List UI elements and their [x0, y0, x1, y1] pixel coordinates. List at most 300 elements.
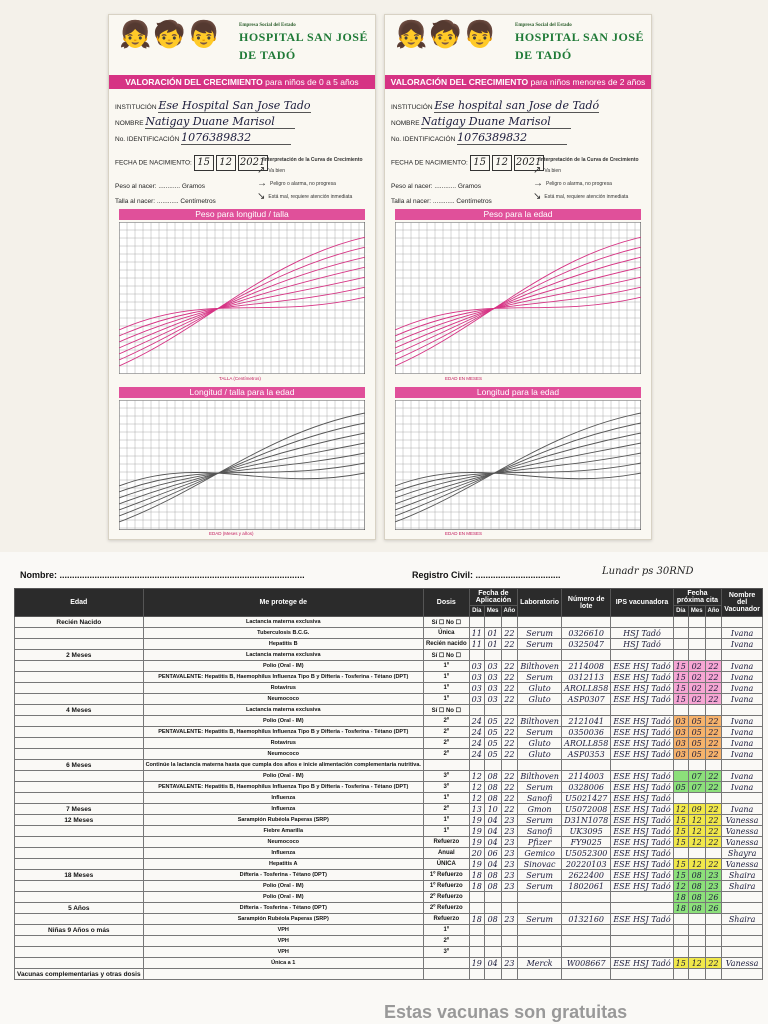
cell-m: 06 — [484, 848, 501, 859]
cell-a: 22 — [501, 628, 518, 639]
cell-m: 05 — [484, 749, 501, 760]
cell-vac — [722, 650, 763, 661]
cell-d: 03 — [469, 694, 484, 705]
table-row — [15, 815, 763, 826]
cell-dosis: 2º Refuerzo — [423, 892, 469, 903]
cell-m: 05 — [484, 738, 501, 749]
cell-dosis: Anual — [423, 848, 469, 859]
cell-pd: 15 — [673, 815, 688, 826]
cell-vac — [722, 903, 763, 914]
cell-pa: 26 — [705, 892, 722, 903]
cell-pd: 18 — [673, 892, 688, 903]
interpretation-legend: Interpretación de la Curva de Crecimiento ↗ Va bien → Peligro o alarma, no progresa ↘ Está mal, requiere atención inmediata — [257, 157, 363, 202]
table-row — [15, 793, 763, 804]
id-field: No. IDENTIFICACIÓN 1076389832 — [391, 131, 567, 145]
cell-vac: Shayra — [722, 848, 763, 859]
institucion-field: INSTITUCIÓN Ese hospital san Jose de Tadó — [391, 99, 600, 112]
cell-ips — [611, 705, 673, 716]
chart-title: Longitud para la edad — [395, 387, 641, 398]
arrow-flat-icon: → — [257, 178, 267, 189]
interpretation-legend: Interpretación de la Curva de Crecimiento ↗ Va bien → Peligro o alarma, no progresa ↘ Está mal, requiere atención inmediata — [533, 157, 639, 202]
cell-d: 11 — [469, 628, 484, 639]
cell-dosis — [423, 760, 469, 771]
cell-dosis: 1º — [423, 672, 469, 683]
cell-protege: Influenza — [143, 848, 423, 859]
cell-edad — [15, 727, 144, 738]
cell-m: 08 — [484, 881, 501, 892]
cell-protege: Polio (Oral - IM) — [143, 661, 423, 672]
cell-dosis: 1º — [423, 694, 469, 705]
table-row — [15, 782, 763, 793]
cell-pa: 26 — [705, 903, 722, 914]
cell-dosis: 2º Refuerzo — [423, 903, 469, 914]
cell-pm: 02 — [688, 661, 705, 672]
cell-m: 08 — [484, 870, 501, 881]
table-row — [15, 903, 763, 914]
cell-lote: 1802061 — [562, 881, 611, 892]
cell-pa — [705, 760, 722, 771]
cell-edad: 12 Meses — [15, 815, 144, 826]
cell-lab — [518, 969, 562, 980]
cell-protege: Neumococo — [143, 837, 423, 848]
cell-edad: Recién Nacido — [15, 617, 144, 628]
cell-pa — [705, 969, 722, 980]
cell-ips: ESE HSJ Tadó — [611, 782, 673, 793]
cell-pa: 22 — [705, 804, 722, 815]
cell-pm — [688, 925, 705, 936]
cell-vac: Vanessa — [722, 859, 763, 870]
cell-pd: 15 — [673, 826, 688, 837]
cell-pd — [673, 969, 688, 980]
cell-dosis: 2º — [423, 716, 469, 727]
cell-vac: Ivana — [722, 672, 763, 683]
cell-lote — [562, 617, 611, 628]
cell-m: 05 — [484, 727, 501, 738]
cell-vac: Ivana — [722, 628, 763, 639]
cell-m: 04 — [484, 815, 501, 826]
cell-lab — [518, 760, 562, 771]
cell-vac — [722, 936, 763, 947]
cell-a — [501, 947, 518, 958]
cell-pm: 12 — [688, 837, 705, 848]
cell-protege: Sarampión Rubéola Paperas (SRP) — [143, 914, 423, 925]
cell-m — [484, 617, 501, 628]
cell-d: 19 — [469, 826, 484, 837]
cell-protege: VPH — [143, 925, 423, 936]
cell-pa: 23 — [705, 881, 722, 892]
cell-a — [501, 892, 518, 903]
cell-pa: 22 — [705, 738, 722, 749]
cell-pa: 22 — [705, 716, 722, 727]
cell-pm: 05 — [688, 727, 705, 738]
cell-lab — [518, 650, 562, 661]
cell-edad — [15, 826, 144, 837]
cell-pd: 03 — [673, 716, 688, 727]
cell-edad: 4 Meses — [15, 705, 144, 716]
col-protege: Me protege de — [143, 589, 423, 617]
cell-protege: Influenza — [143, 793, 423, 804]
table-row — [15, 804, 763, 815]
cell-ips — [611, 760, 673, 771]
growth-curve-grid — [119, 222, 365, 374]
cell-ips: ESE HSJ Tadó — [611, 815, 673, 826]
cell-ips — [611, 936, 673, 947]
cell-pd: 05 — [673, 782, 688, 793]
cell-protege: Neumococo — [143, 749, 423, 760]
growth-chart-weight-length — [119, 222, 365, 374]
cell-pm: 07 — [688, 771, 705, 782]
cell-m: 01 — [484, 628, 501, 639]
cell-ips: ESE HSJ Tadó — [611, 859, 673, 870]
table-row — [15, 859, 763, 870]
cell-vac: Ivana — [722, 716, 763, 727]
table-row — [15, 628, 763, 639]
arrow-up-icon: ↗ — [257, 165, 266, 176]
cell-lote: U5052300 — [562, 848, 611, 859]
cell-pd: 03 — [673, 738, 688, 749]
cell-lab — [518, 947, 562, 958]
cell-protege: Polio (Oral - IM) — [143, 892, 423, 903]
cell-lab: Merck — [518, 958, 562, 969]
cell-dosis: 2º — [423, 936, 469, 947]
cell-pm: 02 — [688, 672, 705, 683]
table-row — [15, 969, 763, 980]
cell-lab: Serum — [518, 628, 562, 639]
table-row — [15, 639, 763, 650]
cell-pd: 15 — [673, 683, 688, 694]
cell-pm: 07 — [688, 782, 705, 793]
cell-dosis — [423, 969, 469, 980]
cell-vac: Ivana — [722, 749, 763, 760]
cell-edad — [15, 837, 144, 848]
cell-vac: Shaira — [722, 870, 763, 881]
cell-a: 22 — [501, 749, 518, 760]
cell-dosis: 2º — [423, 738, 469, 749]
cell-d: 19 — [469, 859, 484, 870]
cell-m: 08 — [484, 793, 501, 804]
cell-vac: Ivana — [722, 694, 763, 705]
cell-protege — [143, 969, 423, 980]
cell-m: 08 — [484, 782, 501, 793]
cell-ips — [611, 903, 673, 914]
cell-vac: Ivana — [722, 727, 763, 738]
cell-pa: 22 — [705, 826, 722, 837]
cell-pm: 05 — [688, 749, 705, 760]
cell-edad — [15, 694, 144, 705]
cell-a: 22 — [501, 694, 518, 705]
cell-pm: 09 — [688, 804, 705, 815]
cell-protege: Lactancia materna exclusiva — [143, 617, 423, 628]
col-vacunador: Nombre del Vacunador — [722, 589, 763, 617]
cell-ips: ESE HSJ Tadó — [611, 716, 673, 727]
growth-chart-length-age — [119, 400, 365, 530]
cell-lab: Sanofi — [518, 793, 562, 804]
cell-pm: 08 — [688, 881, 705, 892]
col-dosis: Dosis — [423, 589, 469, 617]
cell-lab: Serum — [518, 672, 562, 683]
table-row — [15, 672, 763, 683]
cell-pd: 12 — [673, 804, 688, 815]
cell-pa — [705, 925, 722, 936]
children-illustration: 👧🧒👦 — [119, 19, 223, 49]
cell-pm: 08 — [688, 903, 705, 914]
cell-pm: 02 — [688, 694, 705, 705]
table-row — [15, 760, 763, 771]
cell-protege: Influenza — [143, 804, 423, 815]
cell-a: 22 — [501, 661, 518, 672]
cell-dosis: 1º — [423, 826, 469, 837]
cell-pd — [673, 628, 688, 639]
cell-lab: Gmon — [518, 804, 562, 815]
cell-lab: Serum — [518, 815, 562, 826]
cell-vac: Ivana — [722, 639, 763, 650]
cell-m — [484, 760, 501, 771]
col-laboratorio: Laboratorio — [518, 589, 562, 617]
cell-d: 12 — [469, 793, 484, 804]
growth-chart-weight-age — [395, 222, 641, 374]
cell-dosis: 1º — [423, 793, 469, 804]
cell-edad: 5 Años — [15, 903, 144, 914]
cell-pa — [705, 650, 722, 661]
cell-d: 13 — [469, 804, 484, 815]
cell-edad — [15, 848, 144, 859]
table-row — [15, 617, 763, 628]
cell-dosis: Refuerzo — [423, 837, 469, 848]
cell-lote — [562, 903, 611, 914]
cell-dosis: 2º — [423, 804, 469, 815]
cell-pa: 22 — [705, 727, 722, 738]
cell-a: 23 — [501, 881, 518, 892]
cell-pm: 05 — [688, 716, 705, 727]
cell-pm — [688, 936, 705, 947]
cell-m — [484, 947, 501, 958]
chart-title: Peso para la edad — [395, 209, 641, 220]
cell-lab: Serum — [518, 881, 562, 892]
cell-edad: 2 Meses — [15, 650, 144, 661]
cell-lote: 2114003 — [562, 771, 611, 782]
cell-protege: Neumococo — [143, 694, 423, 705]
cell-edad — [15, 782, 144, 793]
cell-pm — [688, 848, 705, 859]
cell-pa — [705, 947, 722, 958]
cell-vac: Ivana — [722, 661, 763, 672]
cell-a — [501, 925, 518, 936]
cell-a — [501, 969, 518, 980]
cell-a: 23 — [501, 837, 518, 848]
cell-m — [484, 936, 501, 947]
cell-pm: 12 — [688, 826, 705, 837]
cell-pa: 22 — [705, 672, 722, 683]
cell-vac — [722, 793, 763, 804]
cell-lab — [518, 892, 562, 903]
cell-pm — [688, 650, 705, 661]
cell-ips: ESE HSJ Tadó — [611, 826, 673, 837]
cell-m: 03 — [484, 672, 501, 683]
cell-edad — [15, 738, 144, 749]
cell-d: 24 — [469, 716, 484, 727]
cell-edad — [15, 859, 144, 870]
growth-chart-length-age — [395, 400, 641, 530]
cell-a: 22 — [501, 683, 518, 694]
cell-a: 22 — [501, 793, 518, 804]
cell-pd: 03 — [673, 727, 688, 738]
cell-vac: Shaira — [722, 881, 763, 892]
cell-m: 01 — [484, 639, 501, 650]
cell-edad — [15, 793, 144, 804]
arrow-up-icon: ↗ — [533, 165, 542, 176]
cell-ips: ESE HSJ Tadó — [611, 881, 673, 892]
cell-d: 24 — [469, 727, 484, 738]
cell-dosis: 2º — [423, 749, 469, 760]
cell-pa — [705, 617, 722, 628]
cell-d — [469, 903, 484, 914]
vaccination-table: Edad Me protege de Dosis Fecha de Aplicación Laboratorio Número de lote IPS vacunadora Fecha próxima cita Nombre del Vacunador Día Mes Año Día Mes Año Recién Nacido Lactancia materna exclusiva Sí ☐ No ☐ Tuberculosis B.C.G. Única 11 01 22 Serum 0326610 HSJ Tadó Ivana Hepatitis B Recién nacido 11 01 22 Serum 0325047 HSJ Tadó Ivana 2 Meses Lactancia materna exclusiva Sí ☐ No ☐ Polio (Oral - IM) 1º 03 03 22 Bilthoven 2114008 ESE HSJ Tadó 15 02 22 Ivana PENTAVALENTE: Hepatitis B, Haemophilus Influenza Tipo B y Difteria - Tosferina - Tétano (DPT) 1º 03 03 22 Serum 0312113 ESE HSJ Tadó 15 02 22 Ivana Rotavirus 1º 03 03 22 Gluto AROLL858 ESE HSJ Tadó 15 02 22 Ivana Neumococo 1º 03 03 22 Gluto ASP0307 ESE HSJ Tadó 15 02 22 Ivana 4 Meses Lactancia materna exclusiva Sí ☐ No ☐ Polio (Oral - IM) 2º 24 05 22 Bilthoven 2121041 ESE HSJ Tadó 03 05 22 Ivana PENTAVALENTE: Hepatitis B, Haemophilus Influenza Tipo B y Difteria - Tosferina - Tétano (DPT) 2º 24 05 22 Serum 0350036 ESE HSJ Tadó 03 05 22 Ivana Rotavirus 2º 24 05 22 Gluto AROLL858 ESE HSJ Tadó 03 05 22 Ivana Neumococo 2º 24 05 22 Gluto ASP0353 ESE HSJ Tadó 03 05 22 Ivana 6 Meses Continúe la lactancia materna hasta que cumpla dos años e inicie alimentación complementaria nutritiva. Polio (Oral - IM) 3º 12 08 22 Bilthoven 2114003 ESE HSJ Tadó 07 22 Ivana PENTAVALENTE: Hepatitis B, Haemophilus Influenza Tipo B y Difteria - Tosferina - Tétano (DPT) 3º 12 08 22 Serum 0328006 ESE HSJ Tadó 05 07 22 Ivana Influenza 1º 12 08 22 Sanofi U5021427 ESE HSJ Tadó 7 Meses Influenza 2º 13 10 22 Gmon U5072008 ESE HSJ Tadó 12 09 22 Ivana 12 Meses Sarampión Rubéola Paperas (SRP) 1º 19 04 23 Serum D31N1078 ESE HSJ Tadó 15 12 22 Vanessa Fiebre Amarilla 1º 19 04 23 Sanofi UK3095 ESE HSJ Tadó 15 12 22 Vanessa Neumococo Refuerzo 19 04 23 Pfizer FY9025 ESE HSJ Tadó 15 12 22 Vanessa Influenza Anual 20 06 23 Gemico U5052300 ESE HSJ Tadó Shayra Hepatitis A ÚNICA 19 04 23 Sinovac 20220103 ESE HSJ Tadó 15 12 22 Vanessa 18 Meses Difteria - Tosferina - Tétano (DPT) 1º Refuerzo 18 08 23 Serum 2622400 ESE HSJ Tadó 15 08 23 Shaira Polio (Oral - IM) 1º Refuerzo 18 08 23 Serum 1802061 ESE HSJ Tadó 12 08 23 Shaira Polio (Oral - IM) 2º Refuerzo 18 08 26 5 Años Difteria - Tosferina - Tétano (DPT) 2º Refuerzo 18 08 26 Sarampión Rubéola Paperas (SRP) Refuerzo 18 08 23 Serum 0132160 ESE HSJ Tadó Shaira Niñas 9 Años o más VPH 1º VPH 2º VPH 3º Única a 1 19 04 23 Merck W008667 ESE HSJ Tadó 15 12 22 Vanessa Vacunas complementarias y otras dosis — [14, 588, 763, 980]
cell-ips: ESE HSJ Tadó — [611, 749, 673, 760]
cell-protege: Única a 1 — [143, 958, 423, 969]
cell-m — [484, 969, 501, 980]
cell-pm: 08 — [688, 870, 705, 881]
cell-pm: 08 — [688, 892, 705, 903]
cell-a: 22 — [501, 782, 518, 793]
cell-pm — [688, 760, 705, 771]
cell-d: 18 — [469, 870, 484, 881]
cell-pa — [705, 628, 722, 639]
cell-a: 23 — [501, 859, 518, 870]
cell-m — [484, 903, 501, 914]
cell-edad — [15, 716, 144, 727]
table-row — [15, 947, 763, 958]
cell-lote — [562, 925, 611, 936]
table-row — [15, 826, 763, 837]
growth-card-left: 👧🧒👦 Empresa Social del Estado HOSPITAL SAN JOSÉ DE TADÓ VALORACIÓN DEL CRECIMIENTO para niños de 0 a 5 años INSTITUCIÓN Ese Hospital San Jose Tado NOMBRE Natigay Duane Marisol No. IDENTIFICACIÓN 1076389832 FECHA DE NACIMIENTO: 15 12 2021 Peso al nacer: ............ Gramos Talla al nacer: ............ Centímetros Interpretación de la Curva de Crecimiento ↗ Va bien → Peligro o alarma, no progresa ↘ Está mal, requiere atención inmediata Peso para longitud / talla TALLA (Centímetros) Longitud / talla para la edad EDAD (Meses y años) — [108, 14, 376, 540]
cell-pm — [688, 793, 705, 804]
cell-pm — [688, 705, 705, 716]
cell-lote: 0328006 — [562, 782, 611, 793]
cell-lote: 0325047 — [562, 639, 611, 650]
cell-vac: Vanessa — [722, 837, 763, 848]
cell-lab: Serum — [518, 914, 562, 925]
growth-curve-grid — [395, 400, 641, 530]
table-row — [15, 650, 763, 661]
peso-field: Peso al nacer: ............ Gramos — [115, 183, 205, 190]
registro-line: Registro Civil: .................................. — [412, 570, 561, 580]
cell-m: 03 — [484, 694, 501, 705]
cell-d: 19 — [469, 837, 484, 848]
cell-d — [469, 947, 484, 958]
cell-a — [501, 936, 518, 947]
table-row — [15, 958, 763, 969]
table-row — [15, 837, 763, 848]
cell-pd: 15 — [673, 672, 688, 683]
cell-vac: Shaira — [722, 914, 763, 925]
cell-dosis — [423, 958, 469, 969]
cell-d: 12 — [469, 771, 484, 782]
cell-edad — [15, 628, 144, 639]
cell-edad — [15, 892, 144, 903]
cell-pm: 12 — [688, 958, 705, 969]
cell-a: 22 — [501, 639, 518, 650]
cell-lab: Serum — [518, 727, 562, 738]
cell-lab — [518, 925, 562, 936]
table-row — [15, 683, 763, 694]
cell-pd: 03 — [673, 749, 688, 760]
cell-a: 22 — [501, 738, 518, 749]
cell-pd — [673, 771, 688, 782]
cell-ips: ESE HSJ Tadó — [611, 672, 673, 683]
cell-a: 22 — [501, 716, 518, 727]
cell-pa: 22 — [705, 958, 722, 969]
cell-ips: ESE HSJ Tadó — [611, 661, 673, 672]
cell-edad: 6 Meses — [15, 760, 144, 771]
cell-lote: ASP0353 — [562, 749, 611, 760]
cell-d: 24 — [469, 749, 484, 760]
cell-lab — [518, 903, 562, 914]
cell-protege: VPH — [143, 936, 423, 947]
growth-curve-grid — [119, 400, 365, 530]
cell-lab: Bilthoven — [518, 771, 562, 782]
cell-dosis: Única — [423, 628, 469, 639]
cell-pa: 22 — [705, 771, 722, 782]
cell-lote — [562, 969, 611, 980]
cell-dosis: 2º — [423, 727, 469, 738]
cell-lote: 20220103 — [562, 859, 611, 870]
cell-vac — [722, 617, 763, 628]
table-row — [15, 870, 763, 881]
cell-lab — [518, 617, 562, 628]
cell-a: 22 — [501, 771, 518, 782]
cell-lote — [562, 650, 611, 661]
cell-d: 12 — [469, 782, 484, 793]
cell-protege: Rotavirus — [143, 738, 423, 749]
table-row — [15, 848, 763, 859]
cell-pm — [688, 969, 705, 980]
cell-vac: Ivana — [722, 771, 763, 782]
id-field: No. IDENTIFICACIÓN 1076389832 — [115, 131, 291, 145]
cell-protege: Hepatitis A — [143, 859, 423, 870]
cell-d — [469, 892, 484, 903]
cell-dosis: 1º — [423, 925, 469, 936]
cell-pm — [688, 947, 705, 958]
table-row — [15, 749, 763, 760]
cell-ips — [611, 617, 673, 628]
cell-lab: Gemico — [518, 848, 562, 859]
cell-ips: ESE HSJ Tadó — [611, 804, 673, 815]
cell-vac: Ivana — [722, 782, 763, 793]
table-row — [15, 771, 763, 782]
cell-pd — [673, 914, 688, 925]
cell-lab: Bilthoven — [518, 716, 562, 727]
cell-a: 23 — [501, 870, 518, 881]
cell-edad — [15, 947, 144, 958]
cell-a: 22 — [501, 727, 518, 738]
cell-ips — [611, 650, 673, 661]
arrow-down-icon: ↘ — [257, 191, 266, 202]
card-banner: VALORACIÓN DEL CRECIMIENTO para niños de 0 a 5 años — [109, 75, 375, 89]
nombre-field: NOMBRE Natigay Duane Marisol — [115, 115, 295, 129]
cell-dosis: 3º — [423, 947, 469, 958]
cell-d — [469, 705, 484, 716]
cell-a: 23 — [501, 815, 518, 826]
talla-field: Talla al nacer: ............ Centímetros — [391, 198, 492, 205]
table-row — [15, 661, 763, 672]
institucion-field: INSTITUCIÓN Ese Hospital San Jose Tado — [115, 99, 311, 112]
vaccination-sheet — [0, 552, 768, 1024]
cell-dosis: 1º Refuerzo — [423, 870, 469, 881]
cell-vac — [722, 892, 763, 903]
cell-protege: Polio (Oral - IM) — [143, 716, 423, 727]
cell-d: 03 — [469, 672, 484, 683]
cell-lote — [562, 947, 611, 958]
